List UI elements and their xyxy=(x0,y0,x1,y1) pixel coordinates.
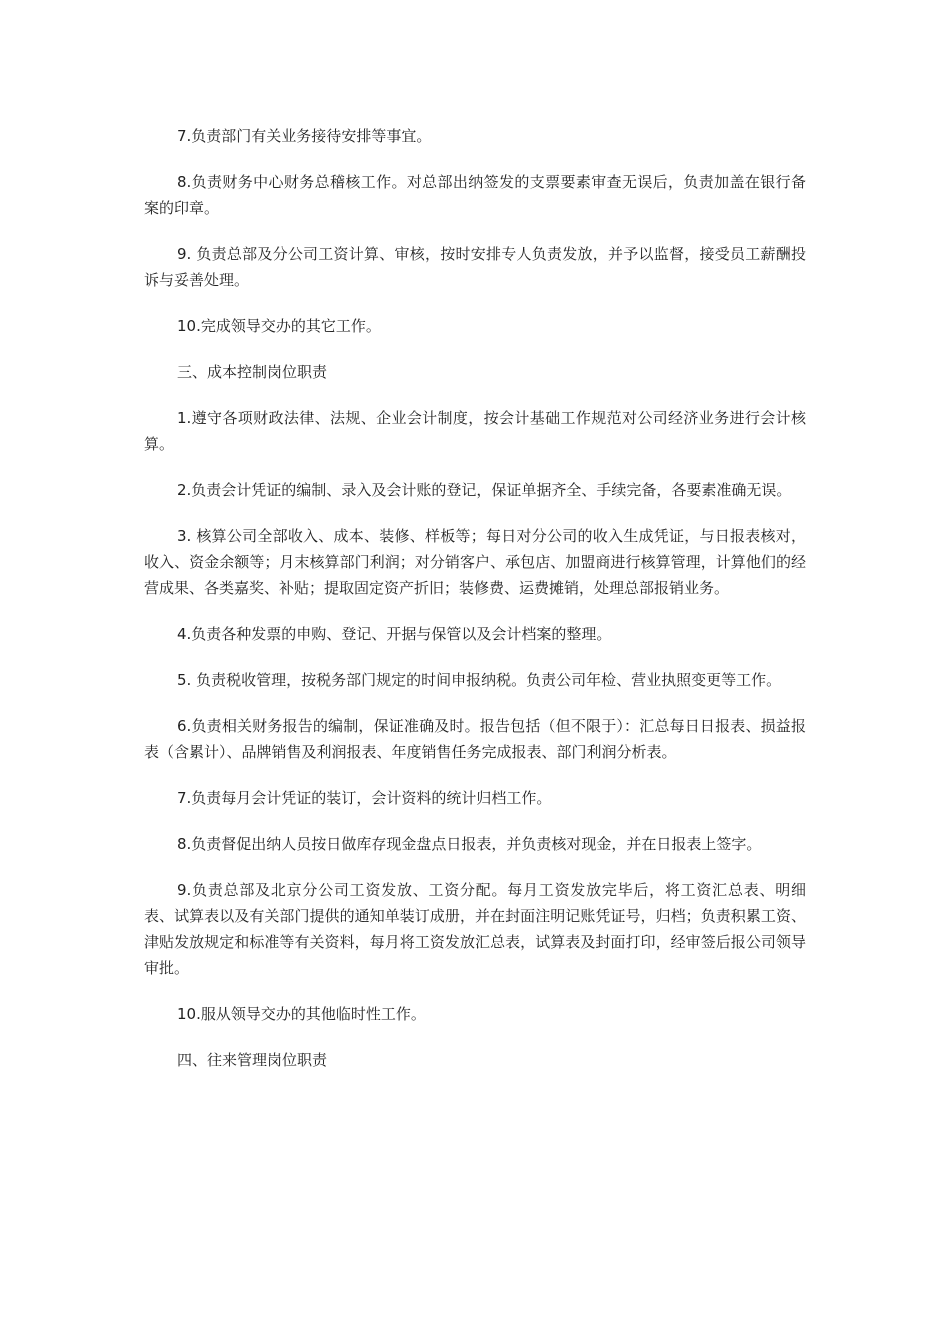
paragraph: 2.负责会计凭证的编制、录入及会计账的登记，保证单据齐全、手续完备，各要素准确无误。 xyxy=(177,481,792,499)
paragraph: 6.负责相关财务报告的编制，保证准确及时。报告包括（但不限于）：汇总每日日报表、损益报表（含累计）、品牌销售及利润报表、年度销售任务完成报表、部门利润分析表。 xyxy=(144,717,806,761)
document-body xyxy=(144,123,806,1093)
paragraph: 9.负责总部及北京分公司工资发放、工资分配。每月工资发放完毕后，将工资汇总表、明细表、试算表以及有关部门提供的通知单装订成册，并在封面注明记账凭证号，归档；负责积累工资、津贴发放规定和标准等有关资料，每月将工资发放汇总表，试算表及封面打印，经审签后报公司领导审批。 xyxy=(144,881,806,977)
section-heading: 三、成本控制岗位职责 xyxy=(177,363,328,381)
paragraph: 8.负责财务中心财务总稽核工作。对总部出纳签发的支票要素审查无误后，负责加盖在银行备案的印章。 xyxy=(144,173,806,217)
paragraph: 7.负责每月会计凭证的装订，会计资料的统计归档工作。 xyxy=(177,789,552,807)
paragraph: 7.负责部门有关业务接待安排等事宜。 xyxy=(177,127,432,145)
paragraph: 5. 负责税收管理，按税务部门规定的时间申报纳税。负责公司年检、营业执照变更等工作。 xyxy=(177,671,782,689)
paragraph: 8.负责督促出纳人员按日做库存现金盘点日报表，并负责核对现金，并在日报表上签字。 xyxy=(177,835,762,853)
paragraph: 10.完成领导交办的其它工作。 xyxy=(177,317,381,335)
paragraph: 9. 负责总部及分公司工资计算、审核，按时安排专人负责发放，并予以监督，接受员工薪酬投诉与妥善处理。 xyxy=(144,245,806,289)
paragraph: 3. 核算公司全部收入、成本、装修、样板等；每日对分公司的收入生成凭证，与日报表核对，收入、资金余额等；月末核算部门利润；对分销客户、承包店、加盟商进行核算管理，计算他们的经营成果、各类嘉奖、补贴；提取固定资产折旧；装修费、运费摊销，处理总部报销业务。 xyxy=(144,527,806,597)
paragraph: 10.服从领导交办的其他临时性工作。 xyxy=(177,1005,426,1023)
paragraph: 1.遵守各项财政法律、法规、企业会计制度，按会计基础工作规范对公司经济业务进行会计核算。 xyxy=(144,409,806,453)
section-heading: 四、往来管理岗位职责 xyxy=(177,1051,328,1069)
paragraph: 4.负责各种发票的申购、登记、开据与保管以及会计档案的整理。 xyxy=(177,625,612,643)
